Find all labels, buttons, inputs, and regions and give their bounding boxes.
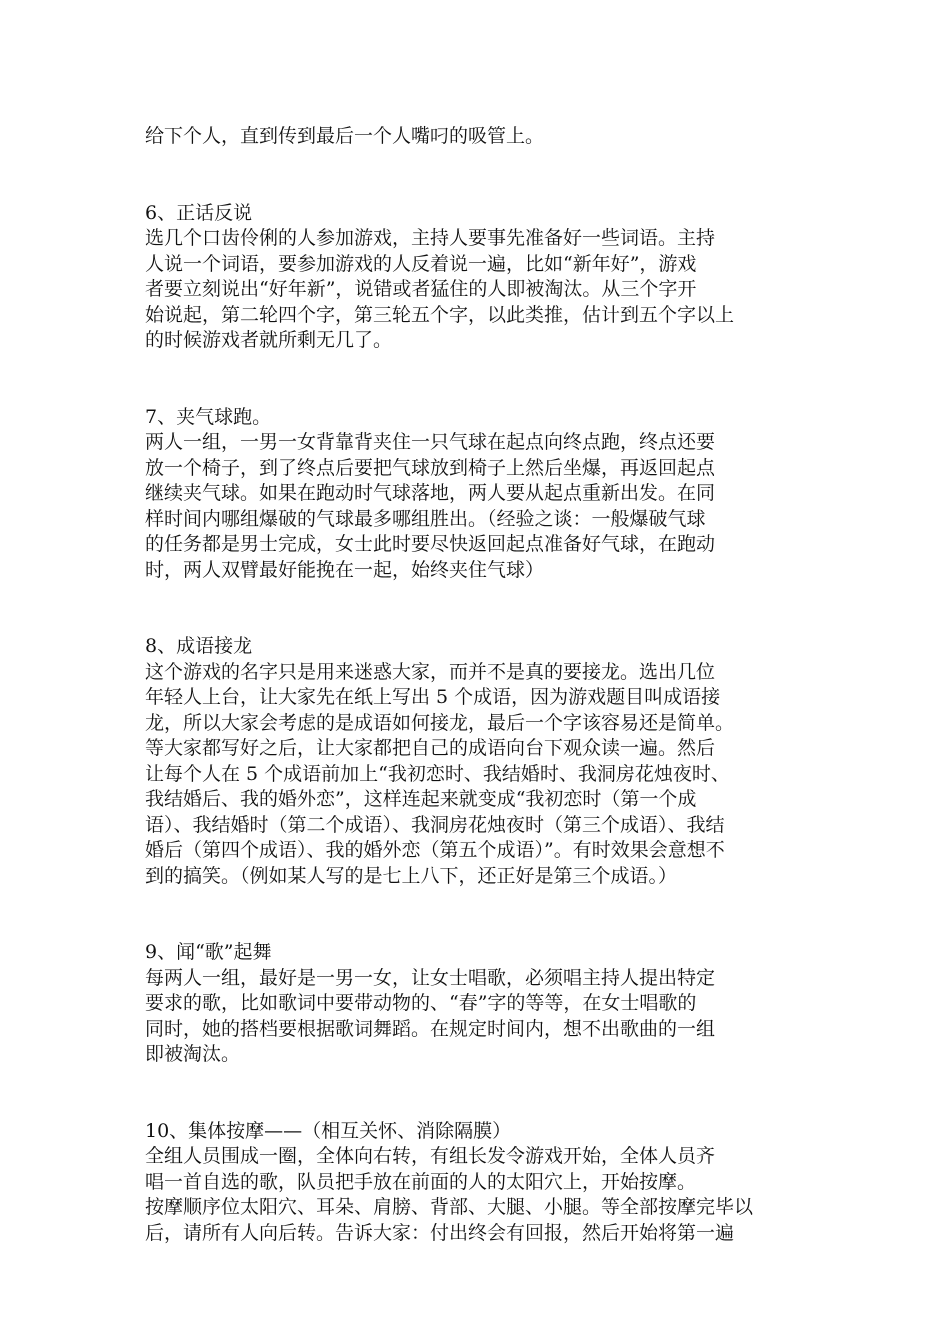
document-content (145, 124, 825, 1246)
section-heading: 8、成语接龙 (145, 635, 253, 657)
section-heading: 10、集体按摩——（相互关怀、消除隔膜） (145, 1119, 512, 1142)
section-paragraph: 两人一组，一男一女背靠背夹住一只气球在起点向终点跑，终点还要 放一个椅子，到了终点后要把气球放到椅子上然后坐爆，再返回起点 继续夹气球。如果在跑动时气球落地，两人要从起点重新出发。在同 样时间内哪组爆破的气球最多哪组胜出。（经验之谈：一般爆破气球 的任务都是男士完成，女士此时要尽快返回起点准备好气球，在跑动 时，两人双臂最好能挽在一起，始终夹住气球） (145, 431, 716, 581)
section-7 (145, 405, 825, 584)
section-heading: 7、夹气球跑。 (145, 405, 272, 428)
section-paragraph: 全组人员围成一圈，全体向右转，有组长发令游戏开始，全体人员齐 唱一首自选的歌，队员把手放在前面的人的太阳穴上，开始按摩。 按摩顺序位太阳穴、耳朵、肩膀、背部、大腿、小腿。等全部按摩完毕以 后，请所有人向后转。告诉大家：付出终会有回报，然后开始将第一遍 (145, 1145, 754, 1244)
continued-paragraph: 给下个人，直到传到最后一个人嘴叼的吸管上。 (145, 125, 545, 147)
section-paragraph: 每两人一组，最好是一男一女，让女士唱歌，必须唱主持人提出特定 要求的歌，比如歌词中要带动物的、“春”字的等等，在女士唱歌的 同时，她的搭档要根据歌词舞蹈。在规定时间内，想不出歌曲的一组 即被淘汰。 (145, 966, 716, 1065)
section-heading: 6、正话反说 (145, 201, 253, 224)
section-heading: 9、闻“歌”起舞 (145, 941, 272, 963)
section-10 (145, 1119, 825, 1247)
section-8 (145, 634, 825, 889)
section-9 (145, 940, 825, 1068)
section-6 (145, 201, 825, 354)
section-paragraph: 这个游戏的名字只是用来迷惑大家，而并不是真的要接龙。选出几位 年轻人上台，让大家先在纸上写出 5 个成语，因为游戏题目叫成语接 龙，所以大家会考虑的是成语如何接龙，最后一个字该容易还是简单。 等大家都写好之后，让大家都把自己的成语向台下观众读一遍。然后 让每个人在 5 个成语前加上“我初恋时、我结婚时、我洞房花烛夜时、 我结婚后、我的婚外恋”，这样连起来就变成“我初恋时（第一个成 语）、我结婚时（第二个成语）、我洞房花烛夜时（第三个成语）、我结 婚后（第四个成语）、我的婚外恋（第五个成语）”。有时效果会意想不 到的搞笑。（例如某人写的是七上八下，还正好是第三个成语。） (145, 660, 735, 887)
section-paragraph: 选几个口齿伶俐的人参加游戏，主持人要事先准备好一些词语。主持 人说一个词语，要参加游戏的人反着说一遍，比如“新年好”，游戏 者要立刻说出“好年新”，说错或者猛住的人即被淘汰。从三个字开 始说起，第二轮四个字，第三轮五个字，以此类推，估计到五个字以上 的时候游戏者就所剩无几了。 (145, 227, 735, 351)
